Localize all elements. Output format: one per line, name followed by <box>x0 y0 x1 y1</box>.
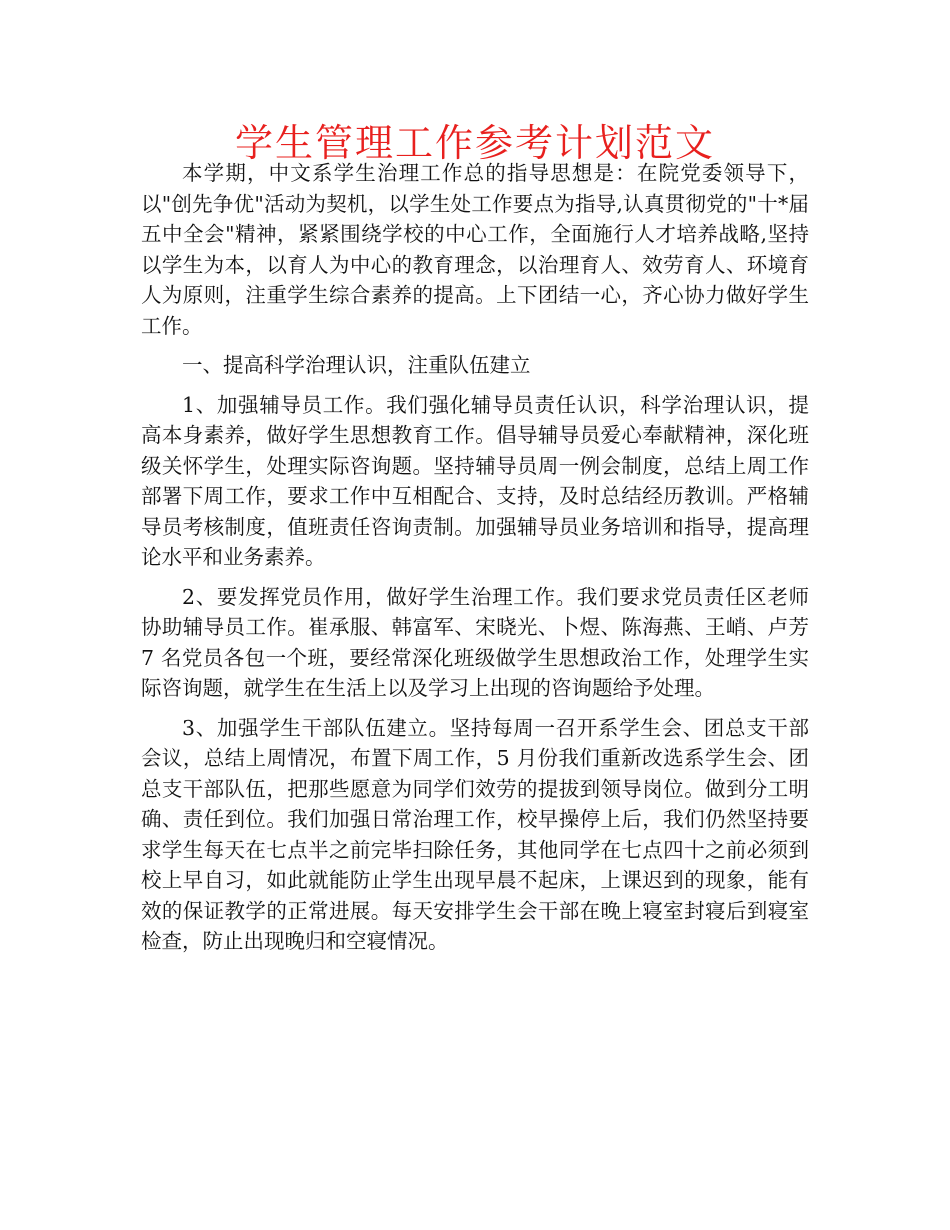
document-body <box>141 158 809 966</box>
paragraph-item-3: 3、加强学生干部队伍建立。坚持每周一召开系学生会、团总支干部会议，总结上周情况，布置下周工作，5 月份我们重新改选系学生会、团总支干部队伍，把那些愿意为同学们效劳的提拔到领导岗位。做到分工明确、责任到位。我们加强日常治理工作，校早操停上后，我们仍然坚持要求学生每天在七点半之前完毕扫除任务，其他同学在七点四十之前必须到校上早自习，如此就能防止学生出现早晨不起床，上课迟到的现象，能有效的保证教学的正常进展。每天安排学生会干部在晚上寝室封寝后到寝室检查，防止出现晚归和空寝情况。 <box>141 715 809 953</box>
paragraph-item-2: 2、要发挥党员作用，做好学生治理工作。我们要求党员责任区老师协助辅导员工作。崔承服、韩富军、宋晓光、卜煜、陈海燕、王峭、卢芳 7 名党员各包一个班，要经常深化班级做学生思想政治工作，处理学生实际咨询题，就学生在生活上以及学习上出现的咨询题给予处理。 <box>141 584 809 700</box>
document-title: 学生管理工作参考计划范文 <box>234 121 715 165</box>
paragraph-intro: 本学期，中文系学生治理工作总的指导思想是：在院党委领导下，以"创先争优"活动为契机，以学生处工作要点为指导,认真贯彻党的"十*届五中全会"精神，紧紧围绕学校的中心工作，全面施行人才培养战略,坚持以学生为本，以育人为中心的教育理念，以治理育人、效劳育人、环境育人为原则，注重学生综合素养的提高。上下团结一心，齐心协力做好学生工作。 <box>141 161 809 338</box>
paragraph-item-1: 1、加强辅导员工作。我们强化辅导员责任认识，科学治理认识，提高本身素养，做好学生思想教育工作。倡导辅导员爱心奉献精神，深化班级关怀学生，处理实际咨询题。坚持辅导员周一例会制度，总结上周工作部署下周工作，要求工作中互相配合、支持，及时总结经历教训。严格辅导员考核制度，值班责任咨询责制。加强辅导员业务培训和指导，提高理论水平和业务素养。 <box>141 392 809 569</box>
section-heading-1: 一、提高科学治理认识，注重队伍建立 <box>182 353 531 377</box>
